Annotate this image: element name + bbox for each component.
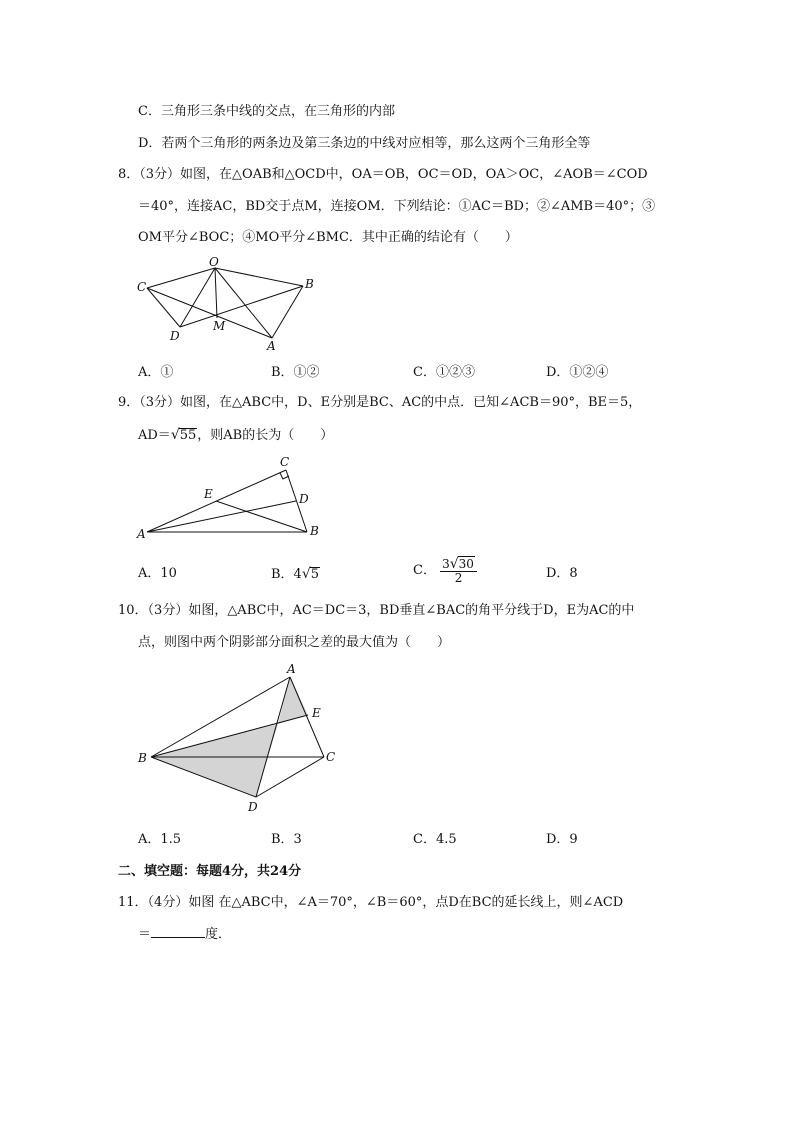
q8-label-b: B: [305, 277, 314, 291]
q9-label-a: A: [137, 527, 146, 541]
q8-option-c: C．①②③: [413, 365, 475, 380]
q9-ad-prefix: AD＝: [138, 428, 171, 443]
q10-option-a: A．1.5: [138, 832, 182, 847]
q8-option-d: D．①②④: [546, 365, 609, 380]
q8-option-a: A．①: [138, 365, 174, 380]
q9-option-d: D．8: [546, 566, 578, 581]
q9-label-e: E: [204, 487, 213, 501]
q10-label-b: B: [138, 751, 147, 765]
q10-option-c: C．4.5: [413, 832, 457, 847]
q10-option-d: D．9: [546, 832, 578, 847]
q8-stem-line2: ＝40°，连接AC，BD交于点M，连接OM．下列结论：①AC＝BD；②∠AMB＝40°；③: [138, 199, 656, 214]
q9-label-b: B: [310, 524, 319, 538]
q10-label-d: D: [248, 800, 258, 814]
q8-label-m: M: [213, 319, 226, 333]
q11-stem-line1: 11．（4分）如图 在△ABC中，∠A＝70°，∠B＝60°，点D在BC的延长线上，则∠ACD: [118, 895, 624, 910]
q11-answer-blank[interactable]: [151, 925, 205, 938]
q10-stem-line2: 点，则图中两个阴影部分面积之差的最大值为（ ）: [138, 635, 451, 650]
q9-option-a: A．10: [138, 566, 177, 581]
q10-option-b: B．3: [271, 832, 302, 847]
q9-stem-line2: AD＝√55，则AB的长为（ ）: [138, 427, 334, 443]
q9-ad-suffix: ，则AB的长为（ ）: [197, 428, 334, 443]
q9-option-c-fraction: $\frac{3√30}{2}$: [440, 556, 477, 585]
q9-option-b-prefix: B．4: [271, 567, 302, 582]
q8-label-d: D: [170, 329, 180, 343]
q8-label-c: C: [137, 280, 147, 294]
q9-option-c-coefficient: 3: [442, 557, 450, 571]
q10-label-a: A: [287, 662, 296, 676]
q8-stem-line3: OM平分∠BOC；④MO平分∠BMC．其中正确的结论有（ ）: [138, 230, 518, 245]
q7-option-d: D．若两个三角形的两条边及第三条边的中线对应相等，那么这两个三角形全等: [138, 136, 591, 151]
q11-stem-line2: [138, 925, 231, 945]
q9-option-c-radicand: 30: [458, 557, 474, 571]
section-heading-fill-in: 二、填空题：每题4分，共24分: [118, 864, 302, 879]
q9-ad-radicand: 55: [179, 428, 197, 443]
q8-label-o: O: [209, 255, 219, 269]
q9-option-c-prefix: C．: [413, 563, 436, 578]
q9-option-b-radicand: 5: [310, 567, 320, 582]
q11-unit: 度．: [205, 927, 232, 942]
q8-option-b: B．①②: [271, 365, 320, 380]
q8-label-a: A: [267, 339, 276, 353]
q9-label-c: C: [280, 455, 290, 469]
q9-label-d: D: [299, 492, 309, 506]
q10-stem-line1: 10．（3分）如图，△ABC中，AC＝DC＝3，BD垂直∠BAC的角平分线于D，E为AC的中: [118, 603, 635, 618]
q9-option-c-denominator: 2: [454, 571, 463, 585]
q11-equals: ＝: [138, 927, 152, 942]
q9-option-b: B．4√5: [271, 566, 320, 582]
q8-stem-line1: 8．（3分）如图，在△OAB和△OCD中，OA＝OB，OC＝OD，OA＞OC，∠AOB＝∠COD: [118, 167, 648, 182]
q9-stem-line1: 9．（3分）如图，在△ABC中，D、E分别是BC、AC的中点．已知∠ACB＝90°，BE＝5，: [118, 395, 642, 410]
q7-option-c: C．三角形三条中线的交点，在三角形的内部: [138, 104, 395, 119]
q10-label-c: C: [326, 750, 336, 764]
q10-label-e: E: [312, 706, 321, 720]
